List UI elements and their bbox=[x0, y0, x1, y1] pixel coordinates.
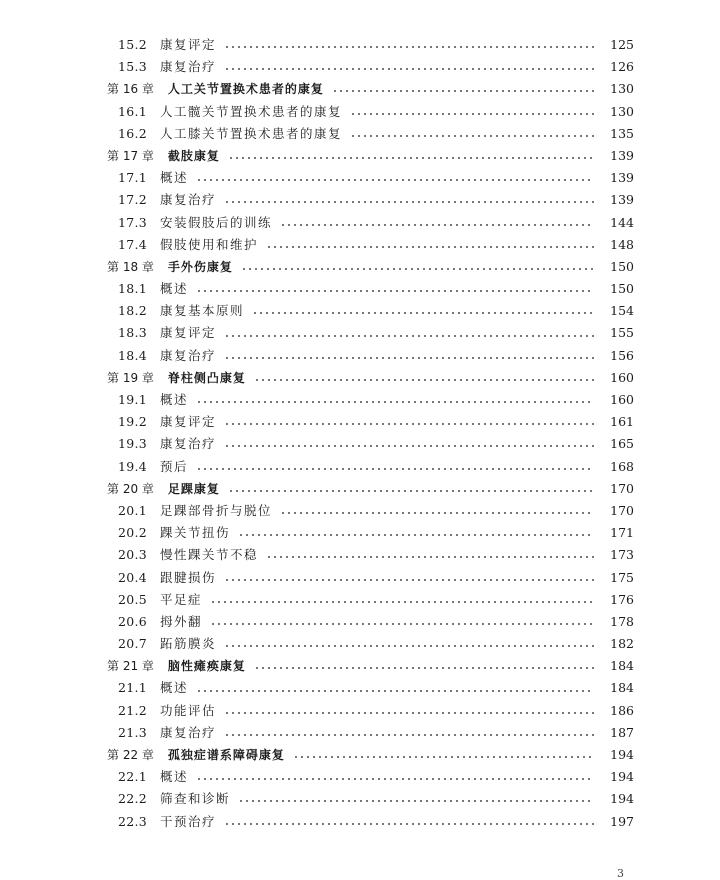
section-title: 跟腱损伤 bbox=[160, 569, 217, 585]
section-number: 16.2 bbox=[118, 125, 148, 141]
section-title: 概述 bbox=[160, 769, 189, 785]
toc-section-entry[interactable] bbox=[0, 456, 720, 478]
section-title: 拇外翻 bbox=[160, 613, 203, 629]
chapter-number: 第 18 章 bbox=[107, 259, 154, 274]
dot-leader bbox=[196, 468, 594, 470]
section-title: 康复治疗 bbox=[160, 724, 217, 740]
section-number: 17.1 bbox=[118, 170, 148, 186]
section-title: 慢性踝关节不稳 bbox=[160, 547, 259, 563]
page-number: 155 bbox=[610, 325, 634, 341]
chapter-title: 人工关节置换术患者的康复 bbox=[167, 82, 324, 97]
section-number: 18.4 bbox=[118, 347, 148, 363]
dot-leader bbox=[224, 579, 594, 581]
section-title: 康复基本原则 bbox=[160, 303, 245, 319]
section-title: 概述 bbox=[160, 392, 189, 407]
section-title: 概述 bbox=[160, 281, 189, 297]
dot-leader bbox=[224, 335, 594, 337]
page-number: 139 bbox=[610, 170, 634, 186]
section-number: 20.7 bbox=[118, 636, 148, 652]
page-number: 184 bbox=[610, 680, 634, 696]
toc-section-entry[interactable] bbox=[0, 811, 720, 833]
toc-chapter-entry[interactable] bbox=[0, 655, 720, 677]
toc-section-entry[interactable] bbox=[0, 167, 720, 189]
toc-chapter-entry[interactable] bbox=[0, 256, 720, 278]
dot-leader bbox=[224, 423, 594, 425]
section-number: 20.3 bbox=[118, 547, 148, 563]
section-title: 康复治疗 bbox=[160, 347, 217, 363]
dot-leader bbox=[224, 445, 594, 447]
chapter-title: 脊柱侧凸康复 bbox=[167, 370, 246, 385]
section-number: 16.1 bbox=[118, 103, 148, 119]
page-number: 178 bbox=[610, 613, 634, 629]
dot-leader bbox=[228, 157, 594, 159]
chapter-title: 孤独症谱系障碍康复 bbox=[167, 748, 285, 762]
dot-leader bbox=[196, 290, 594, 292]
toc-section-entry[interactable] bbox=[0, 34, 720, 56]
dot-leader bbox=[332, 90, 594, 92]
section-title: 康复评定 bbox=[160, 37, 217, 52]
page-number: 194 bbox=[610, 747, 634, 762]
toc-section-entry[interactable] bbox=[0, 189, 720, 211]
page-number: 160 bbox=[610, 392, 634, 407]
section-title: 干预治疗 bbox=[160, 813, 217, 829]
toc-section-entry[interactable] bbox=[0, 700, 720, 722]
chapter-number: 第 17 章 bbox=[107, 148, 154, 163]
dot-leader bbox=[238, 800, 594, 802]
section-number: 22.2 bbox=[118, 791, 148, 807]
page-number: 144 bbox=[610, 214, 634, 230]
page-number: 130 bbox=[610, 103, 634, 119]
chapter-title: 脑性瘫痪康复 bbox=[167, 659, 246, 674]
toc-section-entry[interactable] bbox=[0, 633, 720, 655]
section-number: 18.1 bbox=[118, 281, 148, 297]
page-number: 139 bbox=[610, 147, 634, 163]
chapter-number: 第 20 章 bbox=[107, 481, 154, 496]
chapter-title: 足踝康复 bbox=[167, 481, 220, 496]
page-number: 150 bbox=[610, 258, 634, 274]
page-number: 130 bbox=[610, 81, 634, 97]
toc-section-entry[interactable] bbox=[0, 589, 720, 611]
section-title: 概述 bbox=[160, 170, 189, 186]
section-number: 20.6 bbox=[118, 613, 148, 629]
toc-chapter-entry[interactable] bbox=[0, 145, 720, 167]
toc-section-entry[interactable] bbox=[0, 433, 720, 455]
page-number: 160 bbox=[610, 369, 634, 385]
page-number: 125 bbox=[610, 37, 634, 52]
chapter-title: 手外伤康复 bbox=[167, 259, 233, 274]
toc-section-entry[interactable] bbox=[0, 389, 720, 411]
page-number: 184 bbox=[610, 658, 634, 674]
chapter-number: 第 19 章 bbox=[107, 370, 154, 385]
dot-leader bbox=[224, 46, 594, 48]
page-number: 197 bbox=[610, 813, 634, 829]
page-number: 186 bbox=[610, 702, 634, 718]
toc-section-entry[interactable] bbox=[0, 722, 720, 744]
dot-leader bbox=[224, 68, 594, 70]
dot-leader bbox=[224, 823, 594, 825]
toc-section-entry[interactable] bbox=[0, 234, 720, 256]
section-number: 21.1 bbox=[118, 680, 148, 696]
dot-leader bbox=[210, 623, 594, 625]
page-folio: 3 bbox=[617, 867, 624, 880]
section-number: 20.1 bbox=[118, 502, 148, 518]
chapter-title: 截肢康复 bbox=[167, 148, 220, 163]
toc-section-entry[interactable] bbox=[0, 567, 720, 589]
toc-section-entry[interactable] bbox=[0, 766, 720, 788]
section-title: 筛查和诊断 bbox=[160, 791, 231, 807]
page-number: 171 bbox=[610, 525, 634, 541]
section-number: 22.1 bbox=[118, 769, 148, 785]
dot-leader bbox=[224, 201, 594, 203]
section-title: 功能评估 bbox=[160, 702, 217, 718]
page-number: 170 bbox=[610, 502, 634, 518]
section-number: 19.3 bbox=[118, 436, 148, 452]
section-number: 19.1 bbox=[118, 392, 148, 407]
chapter-number: 第 22 章 bbox=[107, 748, 154, 762]
dot-leader bbox=[196, 778, 594, 780]
dot-leader bbox=[350, 135, 594, 137]
dot-leader bbox=[224, 645, 594, 647]
page-number: 182 bbox=[610, 636, 634, 652]
page-number: 154 bbox=[610, 303, 634, 319]
section-title: 踝关节扭伤 bbox=[160, 525, 231, 541]
page-number: 156 bbox=[610, 347, 634, 363]
page-number: 187 bbox=[610, 724, 634, 740]
dot-leader bbox=[280, 512, 594, 514]
chapter-number: 第 21 章 bbox=[107, 659, 154, 674]
section-title: 康复评定 bbox=[160, 325, 217, 341]
dot-leader bbox=[224, 357, 594, 359]
dot-leader bbox=[210, 601, 594, 603]
page-number: 194 bbox=[610, 769, 634, 785]
section-title: 安装假肢后的训练 bbox=[160, 214, 273, 230]
section-number: 21.3 bbox=[118, 724, 148, 740]
section-title: 康复治疗 bbox=[160, 436, 217, 452]
dot-leader bbox=[241, 268, 594, 270]
dot-leader bbox=[254, 667, 594, 669]
dot-leader bbox=[224, 712, 594, 714]
dot-leader bbox=[196, 179, 594, 181]
section-number: 19.4 bbox=[118, 458, 148, 474]
section-title: 康复治疗 bbox=[160, 192, 217, 208]
page-number: 165 bbox=[610, 436, 634, 452]
section-number: 19.2 bbox=[118, 414, 148, 430]
section-number: 20.5 bbox=[118, 591, 148, 607]
toc-chapter-entry[interactable] bbox=[0, 478, 720, 500]
dot-leader bbox=[293, 756, 594, 758]
toc-chapter-entry[interactable] bbox=[0, 744, 720, 766]
toc-section-entry[interactable] bbox=[0, 123, 720, 145]
table-of-contents bbox=[0, 34, 720, 833]
section-number: 20.2 bbox=[118, 525, 148, 541]
toc-section-entry[interactable] bbox=[0, 101, 720, 123]
page-number: 148 bbox=[610, 236, 634, 252]
section-title: 人工膝关节置换术患者的康复 bbox=[160, 125, 343, 141]
section-title: 假肢使用和维护 bbox=[160, 236, 259, 252]
toc-section-entry[interactable] bbox=[0, 500, 720, 522]
toc-section-entry[interactable] bbox=[0, 322, 720, 344]
toc-section-entry[interactable] bbox=[0, 677, 720, 699]
section-number: 18.2 bbox=[118, 303, 148, 319]
section-number: 18.3 bbox=[118, 325, 148, 341]
section-title: 平足症 bbox=[160, 591, 203, 607]
dot-leader bbox=[224, 734, 594, 736]
page-number: 175 bbox=[610, 569, 634, 585]
toc-section-entry[interactable] bbox=[0, 611, 720, 633]
section-number: 21.2 bbox=[118, 702, 148, 718]
toc-chapter-entry[interactable] bbox=[0, 78, 720, 100]
dot-leader bbox=[196, 401, 594, 403]
page-number: 135 bbox=[610, 125, 634, 141]
toc-section-entry[interactable] bbox=[0, 345, 720, 367]
page-number: 170 bbox=[610, 480, 634, 496]
dot-leader bbox=[238, 534, 594, 536]
section-title: 概述 bbox=[160, 680, 189, 696]
section-title: 跖筋膜炎 bbox=[160, 636, 217, 652]
dot-leader bbox=[228, 490, 594, 492]
toc-chapter-entry[interactable] bbox=[0, 367, 720, 389]
section-number: 22.3 bbox=[118, 813, 148, 829]
page-number: 168 bbox=[610, 458, 634, 474]
section-number: 15.3 bbox=[118, 59, 148, 75]
page-number: 150 bbox=[610, 281, 634, 297]
page-number: 176 bbox=[610, 591, 634, 607]
section-number: 15.2 bbox=[118, 37, 148, 52]
toc-section-entry[interactable] bbox=[0, 788, 720, 810]
toc-section-entry[interactable] bbox=[0, 278, 720, 300]
chapter-number: 第 16 章 bbox=[107, 82, 154, 97]
dot-leader bbox=[350, 113, 594, 115]
page-number: 139 bbox=[610, 192, 634, 208]
section-number: 20.4 bbox=[118, 569, 148, 585]
section-number: 17.2 bbox=[118, 192, 148, 208]
toc-section-entry[interactable] bbox=[0, 56, 720, 78]
dot-leader bbox=[254, 379, 594, 381]
toc-section-entry[interactable] bbox=[0, 300, 720, 322]
section-number: 17.4 bbox=[118, 236, 148, 252]
dot-leader bbox=[280, 224, 594, 226]
page-number: 126 bbox=[610, 59, 634, 75]
dot-leader bbox=[266, 246, 594, 248]
page-number: 173 bbox=[610, 547, 634, 563]
page-number: 194 bbox=[610, 791, 634, 807]
toc-section-entry[interactable] bbox=[0, 544, 720, 566]
dot-leader bbox=[266, 556, 594, 558]
toc-section-entry[interactable] bbox=[0, 212, 720, 234]
page-number: 161 bbox=[610, 414, 634, 430]
section-title: 康复治疗 bbox=[160, 59, 217, 75]
section-title: 预后 bbox=[160, 458, 189, 474]
toc-section-entry[interactable] bbox=[0, 411, 720, 433]
section-number: 17.3 bbox=[118, 214, 148, 230]
dot-leader bbox=[252, 312, 594, 314]
toc-section-entry[interactable] bbox=[0, 522, 720, 544]
section-title: 足踝部骨折与脱位 bbox=[160, 502, 273, 518]
dot-leader bbox=[196, 690, 594, 692]
section-title: 康复评定 bbox=[160, 414, 217, 430]
section-title: 人工髋关节置换术患者的康复 bbox=[160, 103, 343, 119]
